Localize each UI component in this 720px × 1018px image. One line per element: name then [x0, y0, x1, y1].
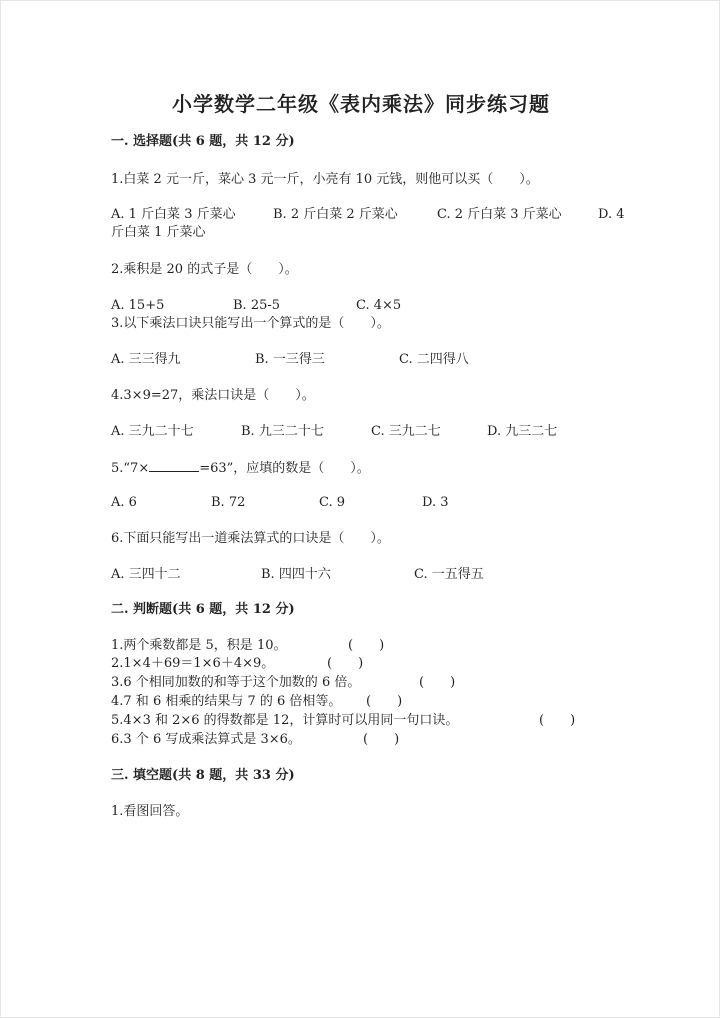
choice-2-option-a: A. 15+5: [111, 298, 165, 313]
choice-3-option-c: C. 二四得八: [399, 352, 469, 367]
judge-6-answer-parens[interactable]: ( ): [363, 732, 400, 747]
choice-5-option-c: C. 9: [319, 495, 346, 510]
choice-5-option-d: D. 3: [422, 495, 449, 510]
judge-question-4: 4.7 和 6 相乘的结果与 7 的 6 倍相等。: [111, 694, 342, 709]
choice-2-option-b: B. 25-5: [233, 298, 281, 313]
choice-5-option-a: A. 6: [111, 495, 137, 510]
judge-5-answer-parens[interactable]: ( ): [539, 713, 576, 728]
choice-1-option-d-wrap: 斤白菜 1 斤菜心: [111, 225, 206, 240]
judge-4-answer-parens[interactable]: ( ): [366, 694, 403, 709]
choice-1-option-d: D. 4: [598, 207, 625, 222]
choice-5-option-b: B. 72: [211, 495, 246, 510]
section-heading-fill: 三. 填空题(共 8 题，共 33 分): [111, 768, 295, 783]
choice-question-5: [111, 459, 370, 478]
judge-question-5: 5.4×3 和 2×6 的得数都是 12，计算时可以用同一句口诀。: [111, 713, 459, 728]
choice-4-option-d: D. 九三二七: [487, 424, 558, 439]
judge-2-answer-parens[interactable]: ( ): [327, 656, 364, 671]
choice-1-option-b: B. 2 斤白菜 2 斤菜心: [273, 207, 398, 222]
choice-question-2: 2.乘积是 20 的式子是（ ）。: [111, 262, 298, 277]
choice-6-option-a: A. 三四十二: [111, 567, 181, 582]
judge-3-answer-parens[interactable]: ( ): [419, 675, 456, 690]
choice-question-4: 4.3×9=27，乘法口诀是（ ）。: [111, 388, 315, 403]
page-title: 小学数学二年级《表内乘法》同步练习题: [172, 92, 550, 116]
choice-4-option-a: A. 三九二十七: [111, 424, 194, 439]
judge-1-answer-parens[interactable]: ( ): [348, 638, 385, 653]
choice-1-option-a: A. 1 斤白菜 3 斤菜心: [111, 207, 236, 222]
choice-1-option-c: C. 2 斤白菜 3 斤菜心: [437, 207, 562, 222]
choice-question-1: 1.白菜 2 元一斤，菜心 3 元一斤，小亮有 10 元钱，则他可以买（ ）。: [111, 172, 539, 187]
judge-question-6: 6.3 个 6 写成乘法算式是 3×6。: [111, 732, 301, 747]
section-heading-judge: 二. 判断题(共 6 题，共 12 分): [111, 602, 295, 617]
fill-question-1: 1.看图回答。: [111, 804, 189, 819]
choice-6-option-b: B. 四四十六: [261, 567, 331, 582]
choice-3-option-b: B. 一三得三: [255, 352, 325, 367]
choice-2-option-c: C. 4×5: [356, 298, 402, 313]
choice-6-option-c: C. 一五得五: [414, 567, 484, 582]
choice-question-6: 6.下面只能写出一道乘法算式的口诀是（ ）。: [111, 531, 390, 546]
answer-blank[interactable]: [149, 459, 199, 472]
judge-question-1: 1.两个乘数都是 5，积是 10。: [111, 638, 287, 653]
choice-4-option-b: B. 九三二十七: [241, 424, 324, 439]
choice-5-text-pre: 5.“7×: [111, 461, 150, 476]
section-heading-choice: 一. 选择题(共 6 题，共 12 分): [111, 134, 295, 149]
choice-3-option-a: A. 三三得九: [111, 352, 181, 367]
choice-4-option-c: C. 三九二七: [371, 424, 441, 439]
judge-question-2: 2.1×4＋69＝1×6＋4×9。: [111, 656, 275, 671]
choice-5-text-post: =63”，应填的数是（ ）。: [199, 461, 370, 476]
choice-question-3: 3.以下乘法口诀只能写出一个算式的是（ ）。: [111, 316, 390, 331]
judge-question-3: 3.6 个相同加数的和等于这个加数的 6 倍。: [111, 675, 361, 690]
